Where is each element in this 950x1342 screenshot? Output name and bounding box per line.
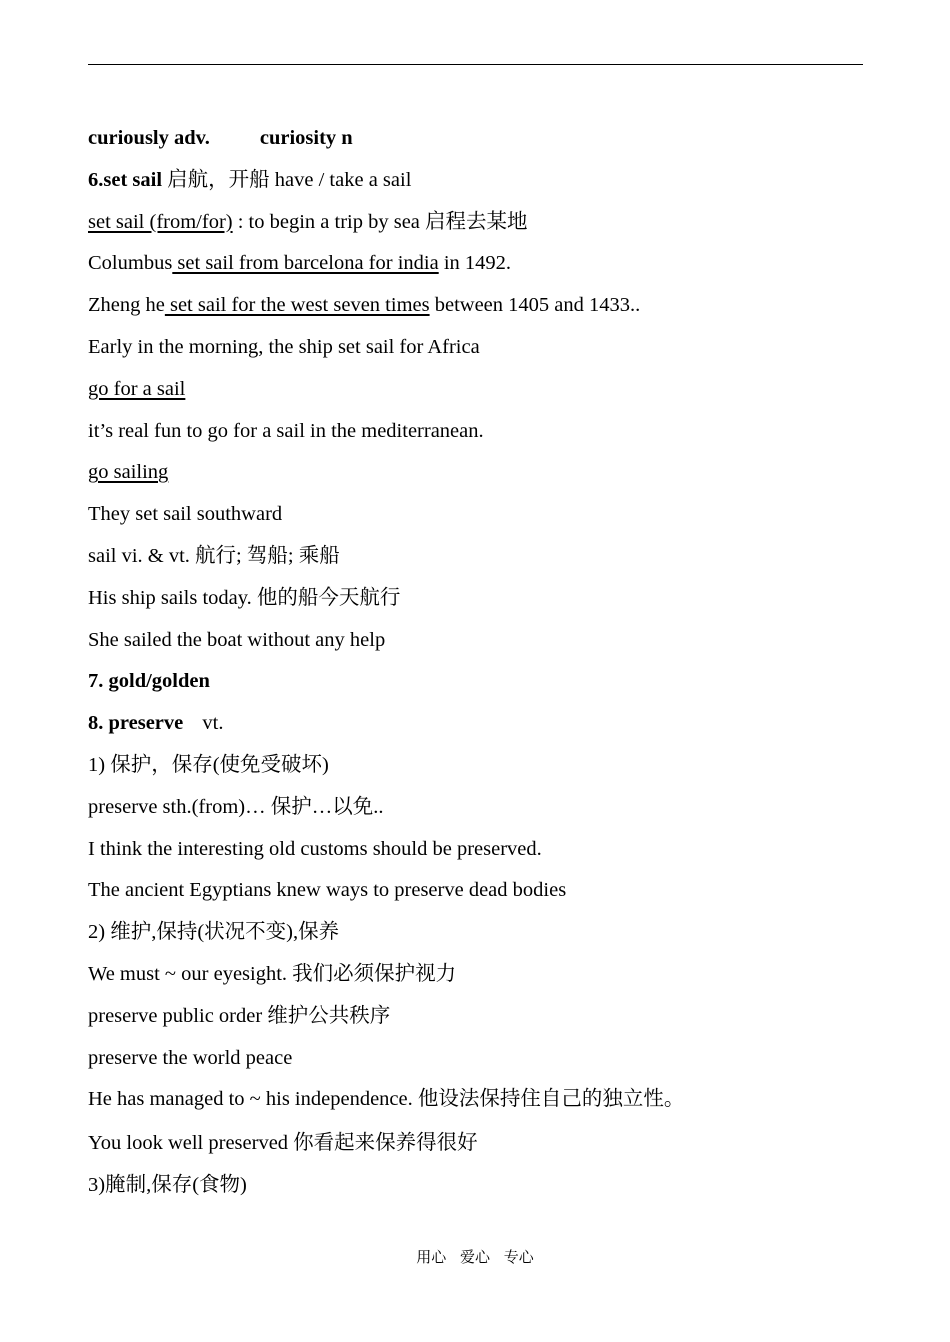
underlined-phrase: set sail from barcelona for india — [172, 252, 439, 275]
text-line — [88, 371, 863, 413]
text-line: 3)腌制,保存(食物) — [88, 1174, 247, 1197]
text-line — [88, 162, 863, 204]
heading-set-sail: 6.set sail — [88, 168, 163, 191]
text-line: You look well preserved 你看起来保养得很好 — [88, 1132, 478, 1155]
underlined-phrase: set sail for the west seven times — [164, 294, 430, 317]
text-span: between 1405 and 1433.. — [429, 294, 641, 317]
underlined-phrase: go for a sail — [88, 377, 186, 400]
text-line: The ancient Egyptians knew ways to preserve dead bodies — [88, 879, 567, 902]
heading-preserve: 8. preserve — [88, 712, 184, 735]
underlined-phrase: go sailing — [88, 461, 169, 484]
text-line: 2) 维护,保持(状况不变),保养 — [88, 921, 340, 944]
text-line — [88, 287, 863, 329]
text-span: in 1492. — [438, 252, 512, 275]
text-line: I think the interesting old customs should be preserved. — [88, 837, 542, 860]
text-line: 1) 保护，保存(使免受破坏) — [88, 753, 329, 776]
text-line — [88, 705, 863, 747]
text-line — [88, 120, 863, 162]
text-line: He has managed to ~ his independence. 他设法保持住自己的独立性。 — [88, 1088, 685, 1111]
text-line: preserve public order 维护公共秩序 — [88, 1004, 391, 1027]
text-span: vt. — [197, 712, 224, 735]
heading-gold-golden: 7. gold/golden — [88, 670, 210, 693]
text-line: sail vi. & vt. 航行; 驾船; 乘船 — [88, 544, 340, 567]
header-rule — [88, 64, 863, 65]
text-line: preserve the world peace — [88, 1046, 293, 1069]
text-line: They set sail southward — [88, 503, 283, 526]
text-line — [88, 245, 863, 287]
text-span: 启航，开船 have / take a sail — [162, 168, 412, 191]
word-curiosity: curiosity n — [259, 127, 353, 149]
text-line: His ship sails today. 他的船今天航行 — [88, 586, 401, 609]
text-line: We must ~ our eyesight. 我们必须保护视力 — [88, 962, 457, 985]
text-span: Zheng he — [88, 294, 165, 317]
page-footer: 用心 爱心 专心 — [416, 1250, 534, 1266]
document-body — [88, 120, 863, 1209]
text-line: it’s real fun to go for a sail in the mediterranean. — [88, 419, 484, 442]
text-span: : to begin a trip by sea 启程去某地 — [232, 210, 528, 233]
text-line: Early in the morning, the ship set sail for Africa — [88, 335, 480, 358]
word-curiously: curiously adv. — [88, 127, 210, 149]
text-line — [88, 454, 863, 496]
underlined-phrase: set sail (from/for) — [88, 210, 233, 233]
text-line: preserve sth.(from)… 保护…以免.. — [88, 795, 384, 818]
text-line: She sailed the boat without any help — [88, 628, 386, 651]
text-line — [88, 204, 863, 246]
text-span: Columbus — [88, 252, 173, 275]
